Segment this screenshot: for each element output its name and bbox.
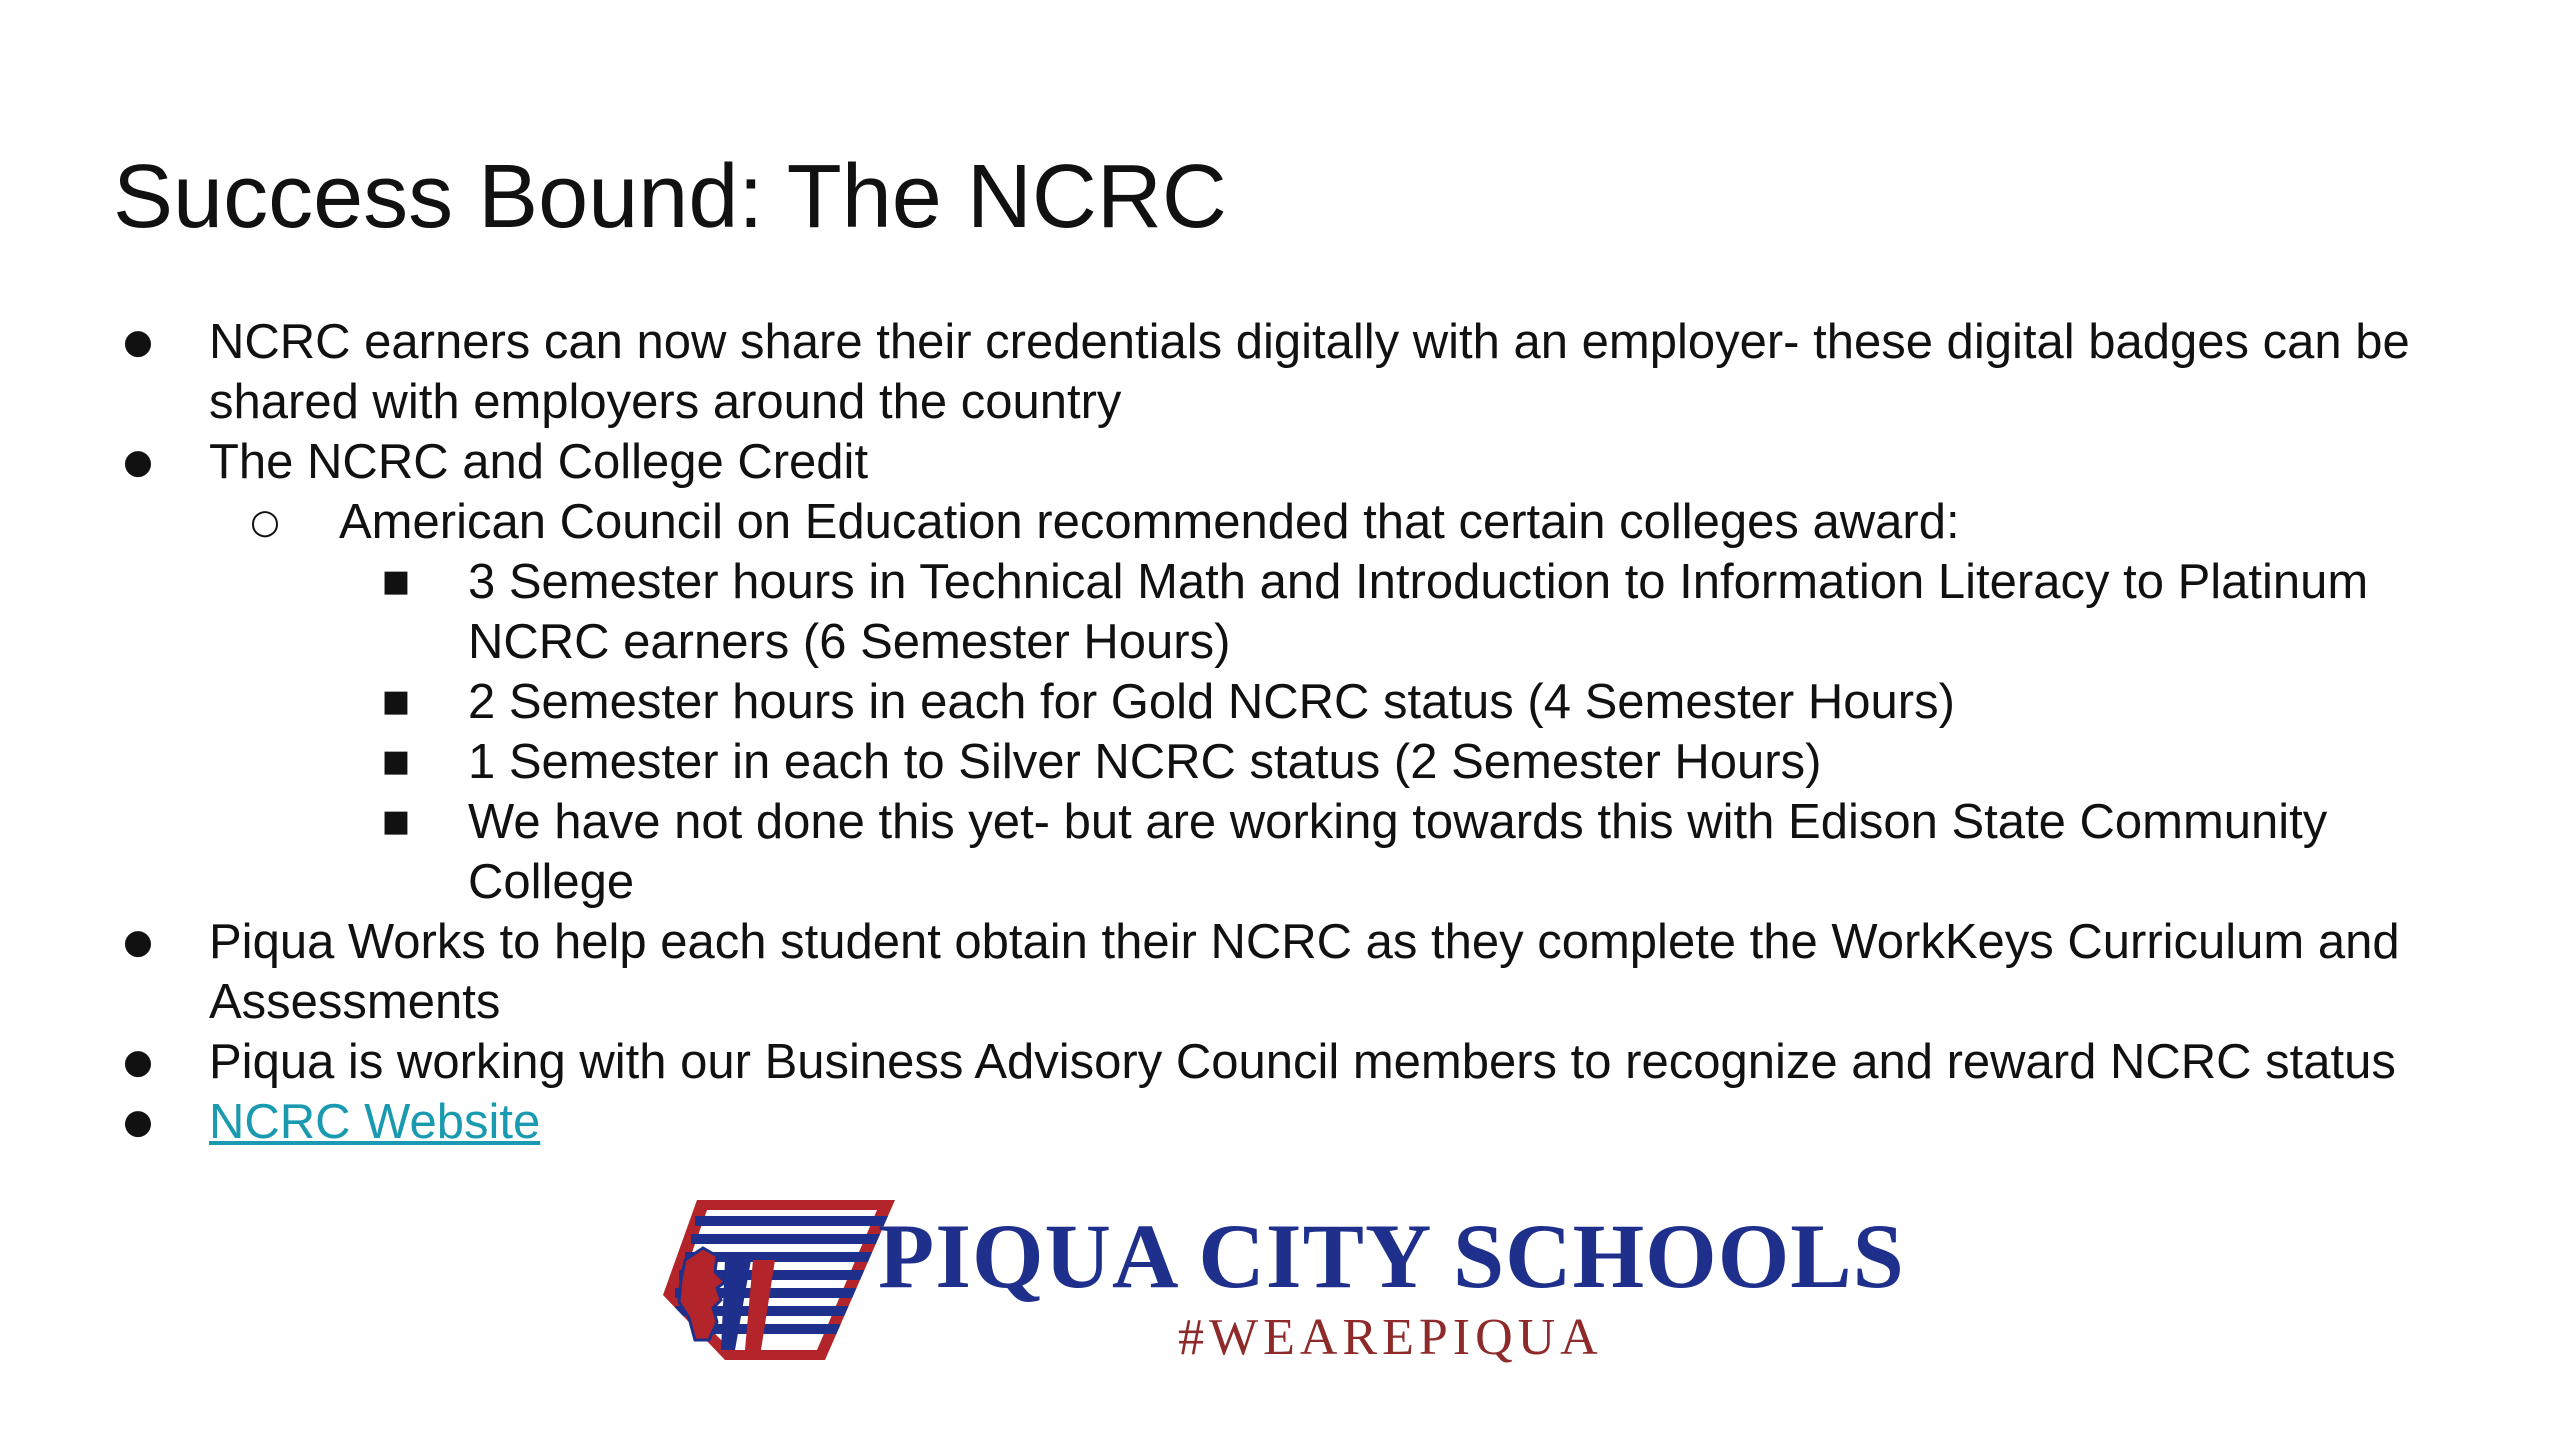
square-bullet-marker: ■ bbox=[381, 744, 411, 779]
list-item-line: Piqua Works to help each student obtain their NCRC as they complete the WorkKeys Curriculum and bbox=[209, 915, 2400, 969]
square-bullet-marker: ■ bbox=[381, 804, 411, 839]
logo-school-name: PIQUA CITY SCHOOLS bbox=[878, 1205, 1905, 1307]
list-item-line: 1 Semester in each to Silver NCRC status (2 Semester Hours) bbox=[468, 735, 1822, 789]
sub-sub-list-item bbox=[113, 672, 2473, 732]
sub-sub-list-item bbox=[113, 552, 2473, 672]
list-item-line: shared with employers around the country bbox=[209, 375, 1122, 429]
sub-bullet-marker: ○ bbox=[250, 502, 280, 542]
bullet-marker: ● bbox=[123, 322, 153, 362]
bullet-marker: ● bbox=[123, 922, 153, 962]
list-item bbox=[113, 312, 2473, 432]
sub-list-item-text: American Council on Education recommended that certain colleges award: bbox=[339, 495, 1960, 549]
piqua-indian-head-logo-icon bbox=[655, 1190, 895, 1360]
list-item bbox=[113, 1032, 2473, 1092]
list-item bbox=[113, 912, 2473, 1032]
list-item-line: NCRC earners (6 Semester Hours) bbox=[468, 615, 1231, 669]
list-item-line: 3 Semester hours in Technical Math and Introduction to Information Literacy to Platinum bbox=[468, 555, 2369, 609]
bullet-marker: ● bbox=[123, 1042, 153, 1082]
sub-sub-list-item bbox=[113, 732, 2473, 792]
sub-sub-list-item bbox=[113, 792, 2473, 912]
list-item bbox=[113, 432, 2473, 492]
list-item-line: 2 Semester hours in each for Gold NCRC status (4 Semester Hours) bbox=[468, 675, 1955, 729]
logo-tagline: #WEAREPIQUA bbox=[1178, 1309, 1603, 1366]
sub-list-item bbox=[113, 492, 2473, 552]
square-bullet-marker: ■ bbox=[381, 684, 411, 719]
list-item-line: Assessments bbox=[209, 975, 501, 1029]
square-bullet-marker: ■ bbox=[381, 564, 411, 599]
ncrc-website-link[interactable]: NCRC Website bbox=[209, 1095, 541, 1149]
list-item-line: College bbox=[468, 855, 635, 909]
list-item-link bbox=[113, 1092, 2473, 1152]
slide-title: Success Bound: The NCRC bbox=[113, 147, 1227, 247]
list-item-line: Piqua is working with our Business Advisory Council members to recognize and reward NCRC status bbox=[209, 1035, 2396, 1089]
list-item-line: The NCRC and College Credit bbox=[209, 435, 869, 489]
piqua-city-schools-logo bbox=[655, 1190, 1945, 1370]
bullet-marker: ● bbox=[123, 1102, 153, 1142]
bullet-list bbox=[113, 312, 2473, 1152]
list-item-line: We have not done this yet- but are working towards this with Edison State Community bbox=[468, 795, 2328, 849]
list-item-line: NCRC earners can now share their credentials digitally with an employer- these digital badges can be bbox=[209, 315, 2410, 369]
bullet-marker: ● bbox=[123, 442, 153, 482]
